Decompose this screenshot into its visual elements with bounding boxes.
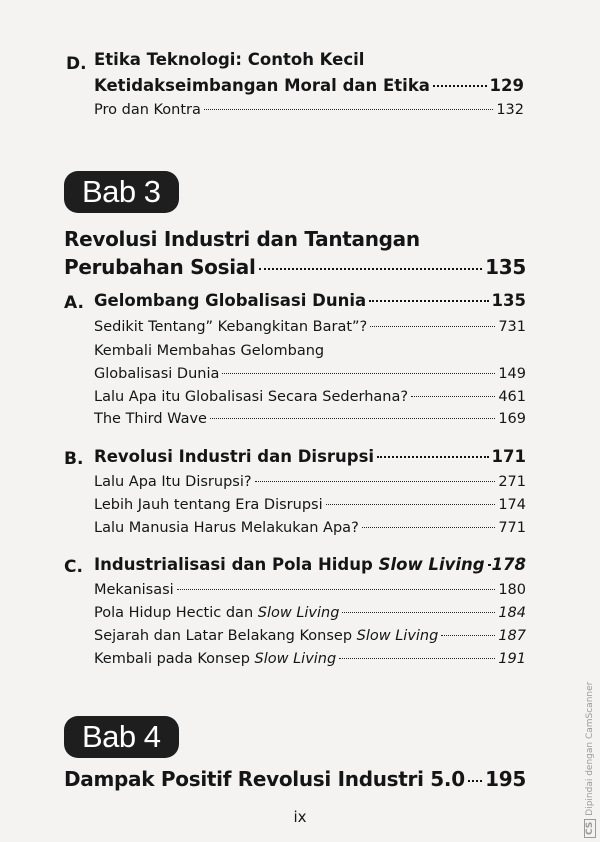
entry-title: The Third Wave [94, 411, 207, 427]
section-letter-a: A. [64, 293, 84, 313]
section-d-title-text1: Etika Teknologi: Contoh Kecil [94, 50, 365, 69]
dot-leader [339, 658, 495, 659]
section-title: Gelombang Globalisasi Dunia [94, 291, 367, 310]
page-number: 169 [498, 411, 526, 427]
dot-leader [362, 527, 496, 528]
dot-leader [441, 635, 495, 636]
entry-title: Mekanisasi [94, 582, 174, 598]
dot-leader [259, 268, 483, 270]
page-number: 129 [489, 76, 524, 95]
toc-entry-apa-itu-disrupsi[interactable] [94, 474, 526, 490]
chapter-badge-bab3: Bab 3 [64, 171, 179, 213]
toc-entry-chapter-bab3[interactable] [64, 255, 526, 279]
entry-title-line1: Kembali Membahas Gelombang [94, 343, 325, 359]
entry-title: Lalu Manusia Harus Melakukan Apa? [94, 520, 359, 536]
entry-title: Sejarah dan Latar Belakang Konsep [94, 628, 353, 644]
entry-title-italic: Slow Living [254, 651, 337, 667]
dot-leader [210, 418, 495, 419]
page-number: 195 [485, 767, 526, 791]
toc-entry-kembali-membahas-line1 [94, 343, 526, 359]
page-footer-number: ix [293, 808, 307, 826]
dot-leader [342, 612, 495, 613]
chapter-title-text1: Revolusi Industri dan Tantangan [64, 227, 420, 251]
toc-entry-section-d[interactable] [94, 76, 524, 95]
entry-title: Sedikit Tentang” Kebangkitan Barat”? [94, 319, 368, 335]
dot-leader [488, 564, 489, 566]
toc-entry-globalisasi-sederhana[interactable] [94, 389, 526, 405]
section-letter-c: C. [64, 557, 83, 577]
page-number: 135 [485, 255, 526, 279]
chapter-title-text2: Perubahan Sosial [64, 255, 256, 279]
page-number: 174 [498, 497, 526, 513]
entry-title: Pro dan Kontra [94, 102, 201, 118]
page-number: 180 [498, 582, 526, 598]
dot-leader [255, 481, 496, 482]
page-number: 461 [498, 389, 526, 405]
page-number: 191 [498, 651, 526, 667]
section-d-title-text2: Ketidakseimbangan Moral dan Etika [94, 76, 430, 95]
dot-leader [377, 456, 488, 458]
entry-title: Lalu Apa itu Globalisasi Secara Sederhana? [94, 389, 409, 405]
dot-leader [433, 85, 487, 87]
toc-entry-pro-dan-kontra[interactable] [94, 102, 524, 118]
entry-title-italic: Slow Living [257, 605, 340, 621]
entry-title: Kembali pada Konsep [94, 651, 250, 667]
toc-entry-era-disrupsi[interactable] [94, 497, 526, 513]
camscanner-logo-icon: CS [584, 819, 596, 838]
page-number: 171 [491, 447, 526, 466]
section-letter-b: B. [64, 449, 84, 469]
section-d-title-line1 [94, 50, 524, 69]
dot-leader [204, 109, 493, 110]
dot-leader [177, 589, 496, 590]
chapter-badge-bab4: Bab 4 [64, 716, 179, 758]
page-number: 135 [491, 291, 526, 310]
entry-title-line2: Globalisasi Dunia [94, 366, 220, 382]
entry-title-italic: Slow Living [356, 628, 439, 644]
toc-entry-mekanisasi[interactable] [94, 582, 526, 598]
page-number: 184 [498, 605, 526, 621]
chapter-title-text: Dampak Positif Revolusi Industri 5.0 [64, 767, 465, 791]
toc-entry-manusia-harus[interactable] [94, 520, 526, 536]
section-title: Industrialisasi dan Pola Hidup [94, 555, 373, 574]
page-number: 771 [498, 520, 526, 536]
camscanner-watermark [585, 682, 595, 838]
page-number: 178 [491, 555, 526, 574]
page-number: 731 [498, 319, 526, 335]
section-title-italic: Slow Living [378, 555, 485, 574]
page-number: 271 [498, 474, 526, 490]
toc-entry-section-c[interactable] [94, 555, 526, 574]
toc-entry-hectic[interactable] [94, 605, 526, 621]
chapter-title-bab3-line1 [64, 227, 526, 251]
toc-entry-chapter-bab4[interactable] [64, 767, 526, 791]
entry-title: Pola Hidup Hectic dan [94, 605, 254, 621]
toc-entry-section-b[interactable] [94, 447, 526, 466]
section-letter-d: D. [66, 54, 87, 74]
dot-leader [369, 300, 488, 302]
entry-title: Lalu Apa Itu Disrupsi? [94, 474, 252, 490]
toc-entry-kembali-konsep[interactable] [94, 651, 526, 667]
toc-entry-third-wave[interactable] [94, 411, 526, 427]
section-title: Revolusi Industri dan Disrupsi [94, 447, 375, 466]
page-number: 132 [496, 102, 524, 118]
toc-entry-sejarah[interactable] [94, 628, 526, 644]
camscanner-text: Dipindai dengan CamScanner [585, 681, 595, 816]
page-number: 149 [498, 366, 526, 382]
page-number: 187 [498, 628, 526, 644]
dot-leader [468, 780, 482, 782]
dot-leader [370, 326, 495, 327]
toc-entry-kebangkitan-barat[interactable] [94, 319, 526, 335]
toc-entry-kembali-membahas[interactable] [94, 366, 526, 382]
entry-title: Lebih Jauh tentang Era Disrupsi [94, 497, 323, 513]
dot-leader [222, 373, 495, 374]
toc-entry-section-a[interactable] [94, 291, 526, 310]
dot-leader [411, 396, 495, 397]
dot-leader [326, 504, 496, 505]
